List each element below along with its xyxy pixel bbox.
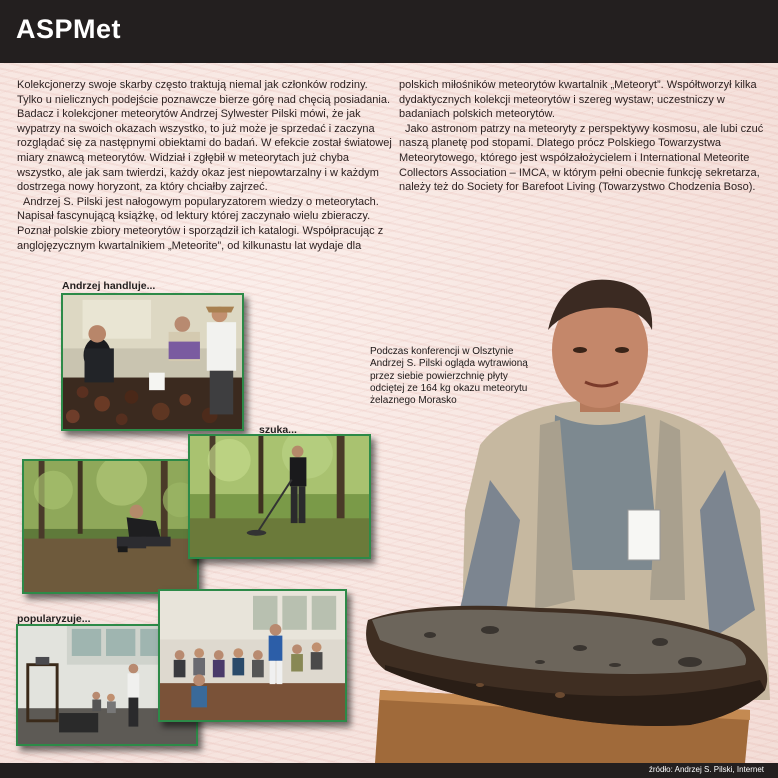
forest-search-image: [24, 461, 197, 592]
paragraph: Jako astronom patrzy na meteoryty z perspektywy kosmosu, ale lubi czuć naszą planetę pod stopami. Dlatego prócz Polskiego Towarzystwa Meteorytowego, którego jest współzałożycielem i International Meteorite Collectors Association – IMCA, w którym pełni obecnie funkcję sekretarza, należy też do Society for Barefoot Living (Towarzystwo Chodzenia Boso).: [399, 122, 764, 194]
photo-popularyzuje-2: [158, 589, 347, 722]
metal-detector-image: [190, 436, 369, 557]
paragraph: Andrzej S. Pilski jest nałogowym popularyzatorem wiedzy o meteorytach. Napisał fascynującą książkę, od lektury której zaczynało wielu zbieraczy. Poznał polskie zbiory meteorytów i sporządził ich katalogi. Współpracując z anglojęzycznym kwartalnikiem „Meteorite”, od kilkunastu lat wydaje dla: [17, 195, 384, 252]
audience-image: [160, 591, 345, 720]
photo-handluje: [61, 293, 244, 431]
text-column-right: [399, 78, 767, 195]
trading-photo-image: [63, 295, 242, 429]
photo-caption: Podczas konferencji w Olsztynie Andrzej S. Pilski ogląda wytrawioną przez siebie powierzchnię płyty odciętej ze 164 kg okazu meteorytu żelaznego Morasko: [370, 346, 528, 407]
source-credit: źródło: Andrzej S. Pilski, Internet: [648, 765, 764, 774]
page-title: ASPMet: [16, 14, 122, 44]
paragraph: Kolekcjonerzy swoje skarby często traktują niemal jak członków rodziny. Tylko u nielicznych podejście poznawcze bierze górę nad chęcią posiadania. Badacz i kolekcjoner meteorytów Andrzej Sylwester Pilski mówi, że jak wypatrzy na swoich okazach wszystko, to już może je sprzedać i zaczyna rozglądać się za następnymi obiektami do badań. W efekcie został światowej miary znawcą meteorytów. Widział i zgłębił w meteorytach już chyba wszystko, ale jak sam twierdzi, każdy okaz jest niepowtarzalny i w każdym dostrzega nowy horyzont, za który chciałby zajrzeć.: [17, 79, 392, 194]
text-column-left: [17, 78, 392, 253]
label-handluje: Andrzej handluje...: [62, 280, 156, 292]
label-popularyzuje: popularyzuje...: [17, 613, 91, 625]
paragraph: polskich miłośników meteorytów kwartalnik „Meteoryt”. Współtworzył kilka dydaktycznych kolekcji meteorytów i szereg wystaw; uczestniczy w badaniach polskich meteorytów.: [399, 79, 757, 121]
portrait-with-meteorite: [360, 270, 778, 763]
photo-szuka-1: [22, 459, 199, 594]
page-footer: [0, 763, 778, 778]
page-header: [0, 0, 778, 63]
photo-szuka-2: [188, 434, 371, 559]
label-szuka: szuka...: [259, 424, 297, 436]
